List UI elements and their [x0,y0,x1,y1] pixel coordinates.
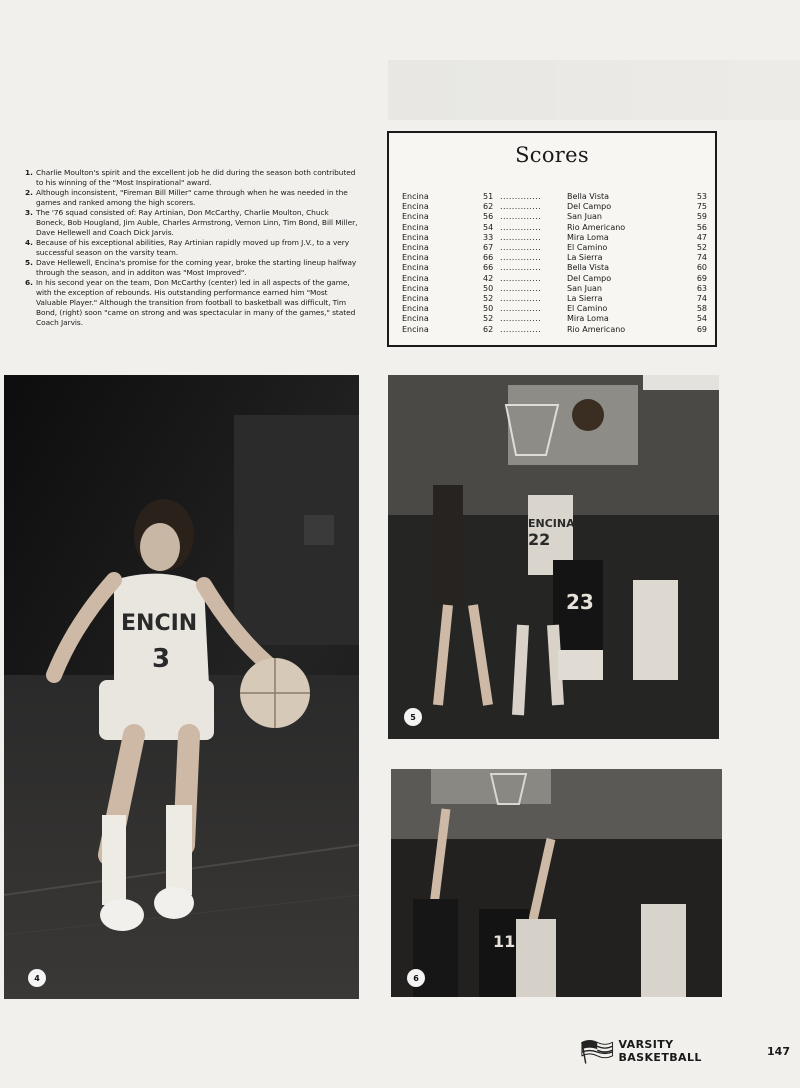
dot-leader: .............. [500,273,542,283]
encina-score: 50 [483,304,494,314]
school-name: Encina [402,202,429,212]
school-name: Encina [402,192,429,201]
opponent-name: Mira Loma [567,314,609,324]
encina-score: 33 [483,232,494,242]
opponent-name: San Juan [567,283,602,293]
dot-leader: .............. [500,192,542,201]
opponent-score: 53 [696,192,707,201]
scores-box [387,131,717,347]
caption-number: 2. [25,188,33,197]
encina-score: 62 [483,202,494,212]
dot-leader: .............. [500,243,542,253]
encina-score: 42 [483,273,494,283]
score-row [402,314,707,324]
photo-number-badge: 5 [404,708,422,726]
opponent-score: 75 [696,202,707,212]
caption-item [25,188,360,208]
dot-leader: .............. [500,222,542,232]
encina-score: 52 [483,294,494,304]
dot-leader: .............. [500,253,542,263]
school-name: Encina [402,253,429,263]
caption-item [25,208,360,238]
dot-leader: .............. [500,212,542,222]
opponent-score: 74 [696,253,707,263]
school-name: Encina [402,283,429,293]
score-row [402,223,707,233]
opponent-name: El Camino [567,243,608,253]
opponent-score: 52 [696,243,707,253]
opponent-score: 59 [696,212,707,222]
encina-score: 51 [483,192,494,201]
encina-score: 62 [483,324,494,334]
school-name: Encina [402,232,429,242]
encina-score: 56 [483,212,494,222]
score-row [402,243,707,253]
dot-leader: .............. [500,304,542,314]
dot-leader: .............. [500,263,542,273]
american-flag-icon [580,1038,614,1064]
page-number: 147 [767,1044,790,1058]
score-row [402,304,707,314]
opponent-score: 47 [696,232,707,242]
school-name: Encina [402,314,429,324]
opponent-score: 69 [696,273,707,283]
dot-leader: .............. [500,283,542,293]
school-name: Encina [402,243,429,253]
school-name: Encina [402,304,429,314]
score-row [402,202,707,212]
page-footer [580,1036,790,1066]
caption-number: 6. [25,278,33,287]
encina-score: 66 [483,263,494,273]
photo-captions [25,168,360,328]
caption-text: The '76 squad consisted of: Ray Artinian, Don McCarthy, Charlie Moulton, Chuck Boneck, Bob Hougland, Jim Auble, Charles Armstrong, Vernon Linn, Tim Bond, Bill Miller, Dave Hellewell and Coach Dick Jarvis. [36,208,358,237]
encina-score: 66 [483,253,494,263]
opponent-score: 63 [696,283,707,293]
opponent-name: Del Campo [567,202,612,212]
opponent-name: La Sierra [567,294,603,304]
caption-text: In his second year on the team, Don McCarthy (center) led in all aspects of the game, with the exception of rebounds. His outstanding performance earned him "Most Valuable Player." Although the transition from football to basketball was difficult, Tim Bond, (right) soon "came on strong and was spectacular in many of the games," stated Coach Jarvis. [36,278,356,327]
caption-text: Because of his exceptional abilities, Ray Artinian rapidly moved up from J.V., to a very successful season on the varsity team. [36,238,350,257]
photo-6-jersey-number: 11 [493,932,516,951]
caption-text: Although inconsistent, "Fireman Bill Miller" came through when he was needed in the games and ranked among the high scorers. [36,188,348,207]
caption-text: Charlie Moulton's spirit and the excellent job he did during the season both contributed to his winning of the "Most Inspirational" award. [36,168,356,187]
score-row [402,253,707,263]
encina-score: 54 [483,222,494,232]
encina-score: 50 [483,283,494,293]
dot-leader: .............. [500,324,542,334]
caption-text: Dave Hellewell, Encina's promise for the coming year, broke the starting lineup halfway through the season, and in additon was "Most Improved". [36,258,357,277]
opponent-name: Bella Vista [567,192,610,201]
photo-5-jersey-number-22: 22 [528,530,551,549]
photo-5-jersey-number-23: 23 [566,590,594,614]
caption-number: 1. [25,168,33,177]
score-row [402,263,707,273]
school-name: Encina [402,263,429,273]
opponent-score: 58 [696,304,707,314]
score-row [402,325,707,335]
caption-number: 3. [25,208,33,217]
score-row [402,192,707,202]
opponent-name: Rio Americano [567,222,626,232]
caption-item [25,258,360,278]
score-row [402,274,707,284]
opponent-name: San Juan [567,212,602,222]
score-row [402,233,707,243]
school-name: Encina [402,294,429,304]
opponent-name: Rio Americano [567,324,626,334]
opponent-score: 74 [696,294,707,304]
photo-6-jump-shot [391,769,722,997]
caption-number: 5. [25,258,33,267]
caption-number: 4. [25,238,33,247]
opponent-score: 69 [696,324,707,334]
photo-4-jersey-text: ENCIN [121,611,198,636]
opponent-name: El Camino [567,304,608,314]
photo-4-dribbling-player [4,375,359,999]
opponent-score: 54 [696,314,707,324]
opponent-name: La Sierra [567,253,603,263]
score-row [402,212,707,222]
school-name: Encina [402,212,429,222]
dot-leader: .............. [500,202,542,212]
opponent-score: 60 [696,263,707,273]
school-name: Encina [402,222,429,232]
dot-leader: .............. [500,314,542,324]
photo-4-jersey-number: 3 [152,644,171,674]
faded-heading-bleed [388,60,800,120]
caption-item [25,278,360,328]
score-row [402,284,707,294]
photo-number-badge: 6 [407,969,425,987]
opponent-name: Bella Vista [567,263,610,273]
opponent-name: Del Campo [567,273,612,283]
opponent-name: Mira Loma [567,232,609,242]
photo-number-badge: 4 [28,969,46,987]
dot-leader: .............. [500,294,542,304]
score-row [402,294,707,304]
caption-item [25,238,360,258]
dot-leader: .............. [500,232,542,242]
scores-title: Scores [515,143,589,167]
caption-item [25,168,360,188]
scores-table [402,192,707,335]
section-title: VARSITY BASKETBALL [618,1038,702,1064]
school-name: Encina [402,324,429,334]
encina-score: 52 [483,314,494,324]
photo-5-jersey-text: ENCINA [528,517,575,530]
school-name: Encina [402,273,429,283]
photo-5-rebound-scramble [388,375,719,739]
opponent-score: 56 [696,222,707,232]
encina-score: 67 [483,243,494,253]
